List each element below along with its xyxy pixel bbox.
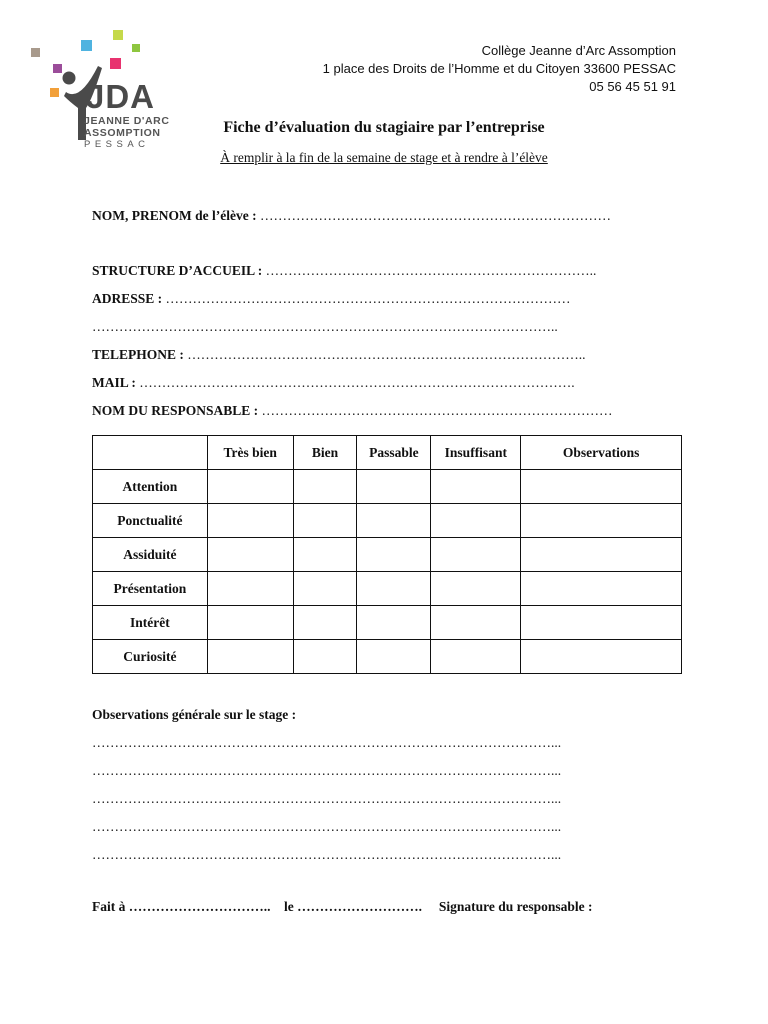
rating-cell[interactable] [431, 538, 521, 572]
signature-footer [92, 899, 593, 915]
table-header-cell: Insuffisant [431, 436, 521, 470]
address-dots: ……………………………………………………………………………… [162, 291, 571, 306]
rating-cell[interactable] [207, 606, 293, 640]
rating-cell[interactable] [207, 538, 293, 572]
table-row [93, 504, 682, 538]
responsible-name-dots: …………………………………………………………………… [258, 403, 613, 418]
criterion-label: Présentation [93, 572, 208, 606]
responsible-name-label: NOM DU RESPONSABLE : [92, 403, 259, 418]
rating-cell[interactable] [293, 504, 357, 538]
school-name: Collège Jeanne d’Arc Assomption [481, 43, 676, 58]
table-header-row [93, 436, 682, 470]
rating-cell[interactable] [431, 606, 521, 640]
date-label: le [284, 899, 294, 914]
address-field[interactable] [92, 290, 676, 308]
logo-line2: ASSOMPTION [84, 127, 161, 139]
table-header-cell: Bien [293, 436, 357, 470]
rating-cell[interactable] [431, 470, 521, 504]
observation-cell[interactable] [521, 504, 682, 538]
observations-label: Observations générale sur le stage : [92, 707, 297, 722]
rating-cell[interactable] [207, 470, 293, 504]
school-address-block [323, 42, 676, 96]
observations-dots: …………………………………………………………………………………………... [92, 847, 562, 862]
observations-heading [92, 706, 676, 724]
logo-line3: PESSAC [84, 139, 150, 150]
student-name-field[interactable] [92, 207, 676, 225]
rating-cell[interactable] [431, 640, 521, 674]
table-header-cell: Passable [357, 436, 431, 470]
mail-field[interactable] [92, 374, 676, 392]
rating-cell[interactable] [207, 640, 293, 674]
rating-cell[interactable] [293, 640, 357, 674]
host-structure-dots: ……………………………………………………………….. [262, 263, 597, 278]
observation-cell[interactable] [521, 572, 682, 606]
rating-cell[interactable] [357, 470, 431, 504]
table-row [93, 470, 682, 504]
fait-label: Fait à [92, 899, 126, 914]
logo-square [132, 44, 140, 52]
logo-square [81, 40, 92, 51]
observation-cell[interactable] [521, 538, 682, 572]
mail-label: MAIL : [92, 375, 136, 390]
rating-cell[interactable] [431, 504, 521, 538]
criterion-label: Curiosité [93, 640, 208, 674]
mail-dots: ……………………………………………………………………………………. [135, 375, 575, 390]
observations-dots: …………………………………………………………………………………………... [92, 791, 562, 806]
rating-cell[interactable] [293, 470, 357, 504]
observations-line[interactable] [92, 790, 676, 808]
student-name-dots: …………………………………………………………………… [256, 208, 611, 223]
address-dots-line2: ………………………………………………………………………………………….. [92, 319, 558, 334]
logo-brand: JDA [86, 78, 156, 115]
observations-dots: …………………………………………………………………………………………... [92, 735, 562, 750]
telephone-label: TELEPHONE : [92, 347, 184, 362]
rating-cell[interactable] [293, 572, 357, 606]
observations-dots: …………………………………………………………………………………………... [92, 763, 562, 778]
rating-cell[interactable] [357, 504, 431, 538]
host-structure-label: STRUCTURE D’ACCUEIL : [92, 263, 263, 278]
logo-square [50, 88, 59, 97]
observations-line[interactable] [92, 762, 676, 780]
table-header-cell: Très bien [207, 436, 293, 470]
observations-line[interactable] [92, 818, 676, 836]
rating-cell[interactable] [293, 538, 357, 572]
date-dots[interactable]: ………………………. [293, 899, 422, 914]
rating-cell[interactable] [207, 504, 293, 538]
observation-cell[interactable] [521, 470, 682, 504]
address-field-line2[interactable] [92, 318, 676, 336]
rating-cell[interactable] [357, 572, 431, 606]
rating-cell[interactable] [207, 572, 293, 606]
school-phone: 05 56 45 51 91 [589, 79, 676, 94]
observations-dots: …………………………………………………………………………………………... [92, 819, 562, 834]
school-address: 1 place des Droits de l’Homme et du Citoyen 33600 PESSAC [322, 61, 676, 76]
evaluation-table [92, 435, 682, 674]
criterion-label: Intérêt [93, 606, 208, 640]
fait-dots[interactable]: ………………………….. [125, 899, 271, 914]
telephone-dots: …………………………………………………………………………….. [183, 347, 586, 362]
table-row [93, 640, 682, 674]
page-title: Fiche d’évaluation du stagiaire par l’entreprise [223, 119, 545, 136]
logo-square [31, 48, 40, 57]
rating-cell[interactable] [293, 606, 357, 640]
observation-cell[interactable] [521, 606, 682, 640]
table-header-cell [93, 436, 208, 470]
table-header-cell: Observations [521, 436, 682, 470]
address-label: ADRESSE : [92, 291, 163, 306]
signature-label: Signature du responsable : [438, 899, 593, 914]
logo-square [113, 30, 123, 40]
observations-line[interactable] [92, 846, 676, 864]
criterion-label: Ponctualité [93, 504, 208, 538]
rating-cell[interactable] [357, 538, 431, 572]
logo-line1: JEANNE D'ARC [84, 115, 170, 127]
responsible-name-field[interactable] [92, 402, 676, 420]
table-row [93, 538, 682, 572]
page-subtitle: À remplir à la fin de la semaine de stage et à rendre à l’élève [220, 150, 548, 165]
rating-cell[interactable] [357, 606, 431, 640]
student-name-label: NOM, PRENOM de l’élève : [92, 208, 257, 223]
table-row [93, 606, 682, 640]
logo-square [110, 58, 121, 69]
observations-line[interactable] [92, 734, 676, 752]
rating-cell[interactable] [431, 572, 521, 606]
table-row [93, 572, 682, 606]
criterion-label: Assiduité [93, 538, 208, 572]
criterion-label: Attention [93, 470, 208, 504]
rating-cell[interactable] [357, 640, 431, 674]
observation-cell[interactable] [521, 640, 682, 674]
telephone-field[interactable] [92, 346, 676, 364]
host-structure-field[interactable] [92, 262, 676, 280]
